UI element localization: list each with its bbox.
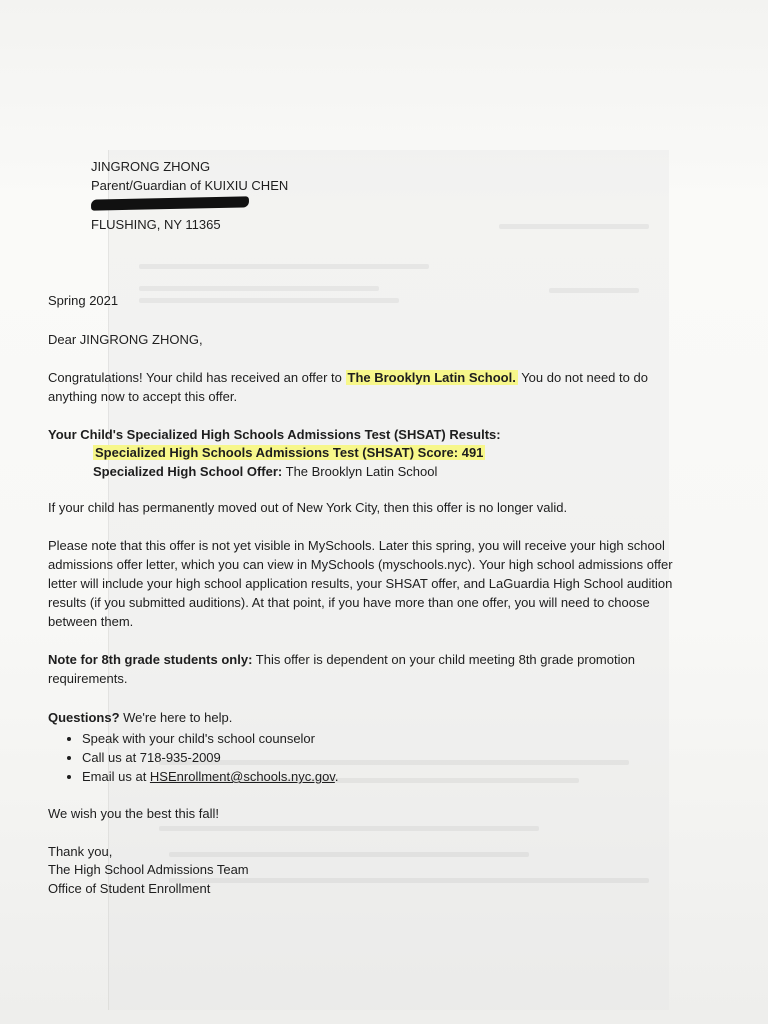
results-heading: Your Child's Specialized High Schools Admissions Test (SHSAT) Results:: [48, 427, 501, 442]
congrats-line: [48, 370, 648, 386]
signoff-thanks: Thank you,: [48, 844, 113, 859]
offer-value: The Brooklyn Latin School: [282, 464, 438, 479]
signoff-office: Office of Student Enrollment: [48, 881, 211, 896]
email-suffix: .: [334, 769, 339, 784]
note-paragraph-line-2: admissions offer letter, which you can view in MySchools (myschools.nyc). Your high school admissions offer: [48, 557, 673, 572]
eighth-grade-label: Note for 8th grade students only:: [48, 652, 253, 667]
eighth-grade-line-2: requirements.: [48, 671, 128, 686]
offered-school-highlight: The Brooklyn Latin School.: [347, 370, 516, 385]
questions-label: Questions?: [48, 710, 120, 725]
congrats-rest: You do not need to do: [517, 370, 648, 385]
eighth-grade-text: This offer is dependent on your child meeting 8th grade promotion: [252, 652, 635, 667]
contact-item-phone: • Call us at 718-935-2009: [82, 748, 338, 767]
note-paragraph-line-4: results (if you submitted auditions). At that point, if you have more than one offer, you will need to choose: [48, 595, 650, 610]
questions-text: We're here to help.: [119, 710, 233, 725]
closing-wish: We wish you the best this fall!: [48, 806, 220, 821]
questions-line: [48, 710, 232, 726]
eighth-grade-note: [48, 652, 635, 668]
email-prefix: Email us at: [82, 769, 150, 784]
shsat-score-line: [93, 445, 485, 461]
email-link[interactable]: HSEnrollment@schools.nyc.gov: [149, 769, 335, 784]
recipient-name: JINGRONG ZHONG: [91, 159, 211, 174]
letter-greeting: Dear JINGRONG ZHONG,: [48, 332, 203, 347]
congrats-line-2: anything now to accept this offer.: [48, 389, 238, 404]
note-paragraph-line-5: between them.: [48, 614, 134, 629]
offer-line: [93, 464, 437, 480]
offer-label: Specialized High School Offer:: [93, 464, 283, 479]
contact-item-email: [82, 767, 338, 786]
recipient-guardian-line: Parent/Guardian of KUIXIU CHEN: [91, 178, 289, 193]
signoff-team: The High School Admissions Team: [48, 862, 249, 877]
shsat-score-highlight: Specialized High Schools Admissions Test (SHSAT) Score: 491: [95, 445, 484, 460]
note-paragraph-line-1: Please note that this offer is not yet visible in MySchools. Later this spring, you will receive your high school: [48, 538, 665, 553]
moved-notice: If your child has permanently moved out of New York City, then this offer is no longer valid.: [48, 500, 568, 515]
note-paragraph-line-3: letter will include your high school application results, your SHSAT offer, and LaGuardia High School audition: [48, 576, 673, 591]
contact-list: [62, 729, 338, 786]
recipient-city: FLUSHING, NY 11365: [91, 217, 221, 232]
congrats-lead: Congratulations! Your child has received an offer to: [48, 370, 346, 385]
contact-item-counselor: • Speak with your child's school counselor: [82, 729, 338, 748]
letter-date: Spring 2021: [48, 293, 119, 308]
